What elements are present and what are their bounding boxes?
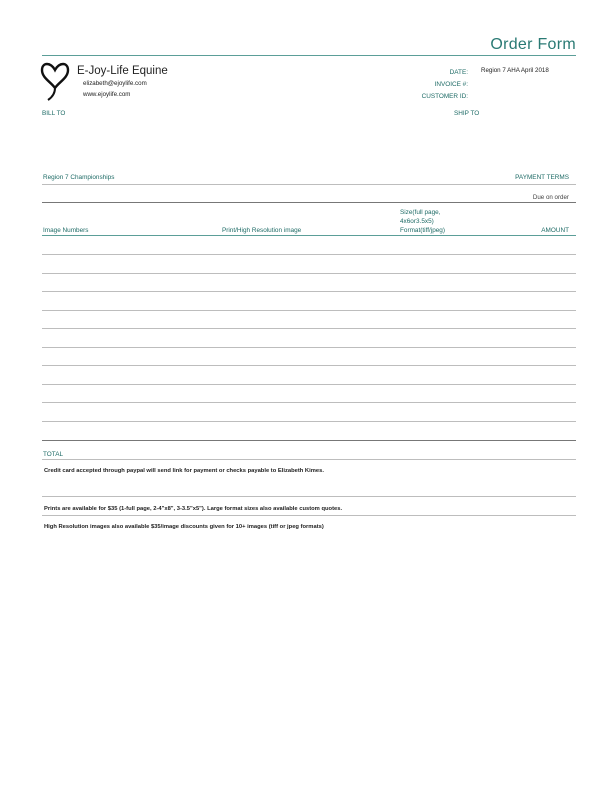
col-size-format (400, 208, 445, 235)
table-row (42, 310, 576, 311)
table-bottom-rule (42, 440, 576, 441)
table-row (42, 254, 576, 255)
size-header-line: Size(full page, (400, 209, 441, 216)
company-name: E-Joy-Life Equine (77, 65, 168, 77)
size-header-line: 4x6or3.5x5) (400, 218, 434, 225)
hires-note: High Resolution images also available $35/image discounts given for 10+ images (tiff or jpeg formats) (44, 524, 324, 530)
title-divider (42, 55, 576, 56)
table-row (42, 365, 576, 366)
table-row (42, 421, 576, 422)
ship-to-label: SHIP TO (454, 110, 480, 117)
event-name: Region 7 Championships (43, 174, 115, 181)
table-row (42, 328, 576, 329)
col-amount: AMOUNT (541, 227, 569, 234)
notes-divider (42, 515, 576, 516)
table-row (42, 384, 576, 385)
payment-terms-value: Due on order (532, 194, 569, 201)
invoice-label: INVOICE #: (434, 81, 468, 88)
table-top-rule (42, 202, 576, 203)
company-website: www.ejoylife.com (83, 91, 131, 98)
table-row (42, 402, 576, 403)
bill-to-label: BILL TO (42, 110, 66, 117)
page-title: Order Form (490, 36, 576, 53)
customer-id-label: CUSTOMER ID: (421, 93, 468, 100)
table-row (42, 347, 576, 348)
notes-divider (42, 496, 576, 497)
size-header-line: Format(tiff/jpeg) (400, 227, 445, 234)
event-divider (42, 184, 576, 185)
table-header-rule (42, 235, 576, 236)
prints-note: Prints are available for $35 (1-full page, 2-4"x8", 3-3.5"x5"). Large format sizes also available custom quotes. (44, 506, 343, 512)
total-divider (42, 459, 576, 460)
col-print-resolution: Print/High Resolution image (222, 227, 302, 234)
total-label: TOTAL (43, 451, 64, 458)
company-email: elizabeth@ejoylife.com (83, 80, 147, 87)
table-row (42, 291, 576, 292)
payment-note: Credit card accepted through paypal will send link for payment or checks payable to Elizabeth Kimes. (44, 468, 324, 474)
date-value: Region 7 AHA April 2018 (481, 67, 549, 74)
table-row (42, 273, 576, 274)
date-label: DATE: (449, 69, 468, 76)
col-image-numbers: Image Numbers (43, 227, 89, 234)
payment-terms-label: PAYMENT TERMS (515, 174, 569, 181)
heart-logo-icon (39, 60, 71, 102)
